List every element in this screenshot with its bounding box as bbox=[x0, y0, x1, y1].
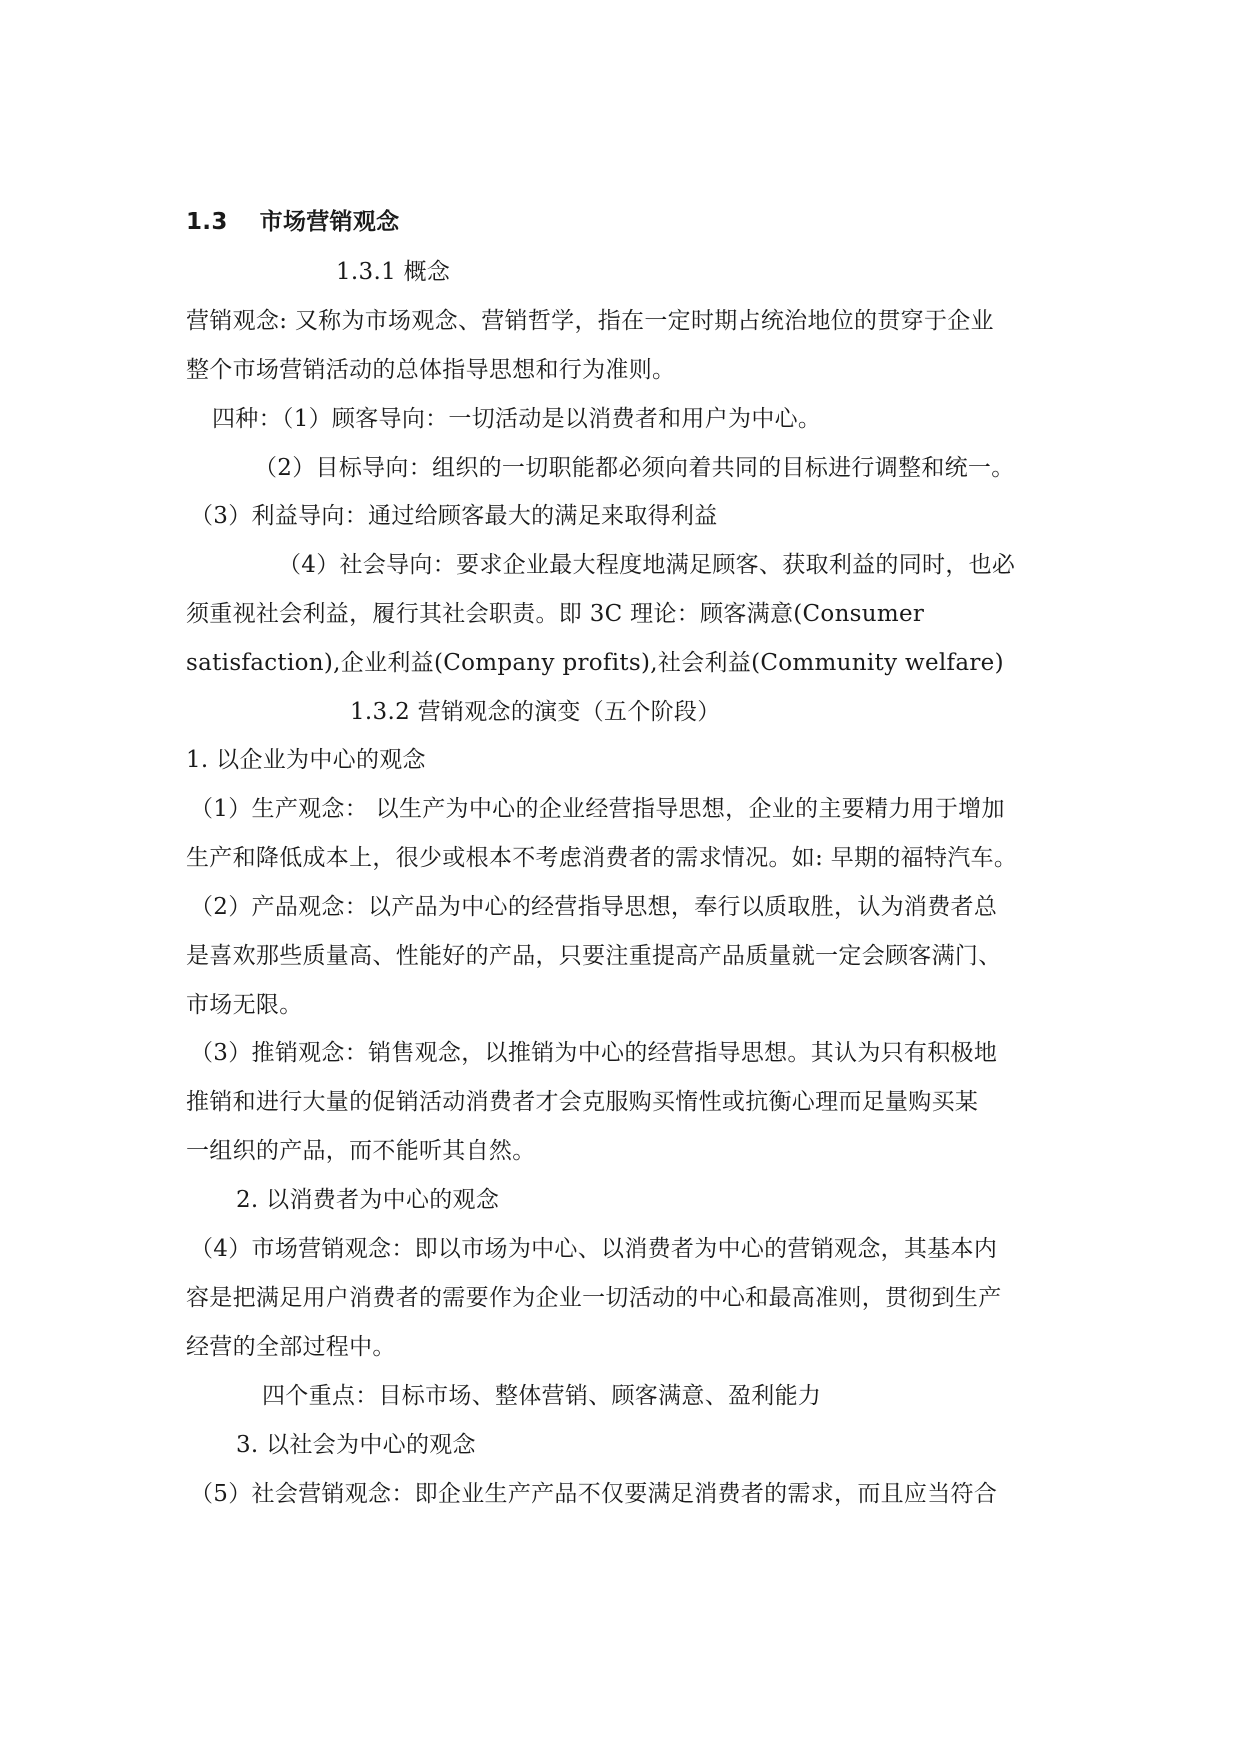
societal-concept-line-1: （5）社会营销观念：即企业生产产品不仅要满足消费者的需求，而且应当符合 bbox=[190, 1481, 998, 1507]
marketing-concept-line-3: 经营的全部过程中。 bbox=[186, 1334, 396, 1360]
product-concept-line-3: 市场无限。 bbox=[186, 992, 303, 1018]
orientation-line-1: 四种：（1）顾客导向：一切活动是以消费者和用户为中心。 bbox=[212, 406, 822, 432]
selling-concept-line-1: （3）推销观念：销售观念，以推销为中心的经营指导思想。其认为只有积极地 bbox=[190, 1040, 998, 1066]
section-number: 1.3 bbox=[186, 209, 228, 235]
product-concept-line-2: 是喜欢那些质量高、性能好的产品，只要注重提高产品质量就一定会顾客满门、 bbox=[186, 943, 1002, 969]
selling-concept-line-2: 推销和进行大量的促销活动消费者才会克服购买惰性或抗衡心理而足量购买某 bbox=[186, 1089, 979, 1115]
orientation-line-2: （2）目标导向：组织的一切职能都必须向着共同的目标进行调整和统一。 bbox=[254, 455, 1015, 481]
section-heading bbox=[186, 207, 399, 237]
stage-2-title: 2. 以消费者为中心的观念 bbox=[236, 1187, 500, 1213]
section-title: 市场营销观念 bbox=[259, 209, 400, 235]
orientation-line-3: （3）利益导向：通过给顾客最大的满足来取得利益 bbox=[190, 503, 718, 529]
marketing-concept-line-1: （4）市场营销观念：即以市场为中心、以消费者为中心的营销观念，其基本内 bbox=[190, 1236, 998, 1262]
stage-3-title: 3. 以社会为中心的观念 bbox=[236, 1432, 476, 1458]
production-concept-line-1: （1）生产观念： 以生产为中心的企业经营指导思想，企业的主要精力用于增加 bbox=[190, 796, 1005, 822]
stage-1-title: 1. 以企业为中心的观念 bbox=[186, 747, 426, 773]
definition-line-1: 营销观念: 又称为市场观念、营销哲学，指在一定时期占统治地位的贯穿于企业 bbox=[186, 308, 994, 334]
subsection-title-evolution: 1.3.2 营销观念的演变（五个阶段） bbox=[350, 699, 721, 725]
product-concept-line-1: （2）产品观念：以产品为中心的经营指导思想，奉行以质取胜，认为消费者总 bbox=[190, 894, 998, 920]
orientation-line-6: satisfaction),企业利益(Company profits),社会利益(Community welfare) bbox=[186, 650, 1004, 676]
orientation-line-5: 须重视社会利益，履行其社会职责。即 3C 理论：顾客满意(Consumer bbox=[186, 601, 925, 627]
marketing-concept-line-2: 容是把满足用户消费者的需要作为企业一切活动的中心和最高准则，贯彻到生产 bbox=[186, 1285, 1002, 1311]
orientation-line-4: （4）社会导向：要求企业最大程度地满足顾客、获取利益的同时，也必 bbox=[278, 552, 1016, 578]
production-concept-line-2: 生产和降低成本上，很少或根本不考虑消费者的需求情况。如: 早期的福特汽车。 bbox=[186, 845, 1018, 871]
key-points-line: 四个重点：目标市场、整体营销、顾客满意、盈利能力 bbox=[262, 1383, 822, 1409]
definition-line-2: 整个市场营销活动的总体指导思想和行为准则。 bbox=[186, 357, 676, 383]
subsection-title-concept: 1.3.1 概念 bbox=[336, 259, 451, 285]
selling-concept-line-3: 一组织的产品，而不能听其自然。 bbox=[186, 1138, 536, 1164]
